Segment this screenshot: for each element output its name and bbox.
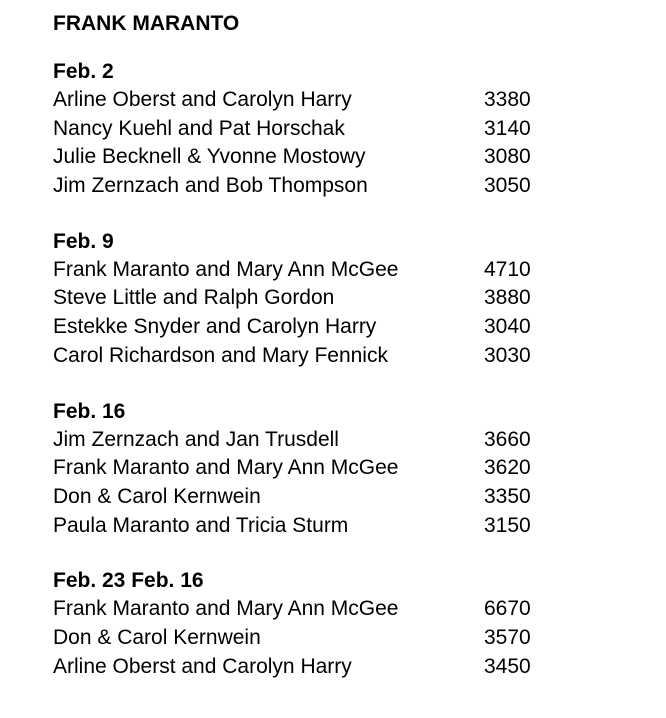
result-row xyxy=(53,86,613,115)
pair-names: Paula Maranto and Tricia Sturm xyxy=(53,513,349,537)
result-row xyxy=(53,313,613,342)
pair-score: 3380 xyxy=(484,88,531,111)
results-section xyxy=(53,567,613,681)
result-row xyxy=(53,624,613,653)
result-row xyxy=(53,342,613,371)
pair-names: Jim Zernzach and Jan Trusdell xyxy=(53,427,339,451)
section-date-heading: Feb. 2 xyxy=(53,60,114,83)
pair-score: 3570 xyxy=(484,625,531,649)
pair-names: Frank Maranto and Mary Ann McGee xyxy=(53,597,399,621)
pair-names: Nancy Kuehl and Pat Horschak xyxy=(53,116,345,140)
section-date-heading: Feb. 23 Feb. 16 xyxy=(53,569,204,593)
document-title: FRANK MARANTO xyxy=(53,12,240,35)
pair-score: 3140 xyxy=(484,116,531,140)
result-row xyxy=(53,256,613,285)
pair-score: 3450 xyxy=(484,654,531,678)
result-row xyxy=(53,483,613,512)
pair-score: 3660 xyxy=(484,427,531,451)
pair-score: 3350 xyxy=(484,484,531,508)
pair-names: Arline Oberst and Carolyn Harry xyxy=(53,654,352,678)
result-row xyxy=(53,115,613,144)
pair-score: 3050 xyxy=(484,174,531,198)
pair-names: Don & Carol Kernwein xyxy=(53,484,261,508)
pair-names: Julie Becknell & Yvonne Mostowy xyxy=(53,145,366,169)
section-date-heading: Feb. 9 xyxy=(53,229,114,253)
pair-names: Don & Carol Kernwein xyxy=(53,625,261,649)
results-section xyxy=(53,58,613,201)
results-section xyxy=(53,398,613,541)
pair-names: Arline Oberst and Carolyn Harry xyxy=(53,88,352,111)
pair-score: 4710 xyxy=(484,257,531,281)
pair-score: 3040 xyxy=(484,315,531,339)
section-date-heading: Feb. 16 xyxy=(53,399,126,423)
result-row xyxy=(53,284,613,313)
pair-score: 3080 xyxy=(484,145,531,169)
pair-score: 3150 xyxy=(484,513,531,537)
pair-score: 3620 xyxy=(484,456,531,480)
pair-score: 6670 xyxy=(484,597,531,621)
pair-names: Jim Zernzach and Bob Thompson xyxy=(53,174,368,198)
results-section xyxy=(53,228,613,371)
result-row xyxy=(53,595,613,624)
pair-names: Estekke Snyder and Carolyn Harry xyxy=(53,315,377,339)
result-row xyxy=(53,512,613,541)
pair-score: 3880 xyxy=(484,286,531,310)
result-row xyxy=(53,426,613,455)
pair-names: Frank Maranto and Mary Ann McGee xyxy=(53,456,399,480)
pair-names: Carol Richardson and Mary Fennick xyxy=(53,343,388,367)
pair-names: Frank Maranto and Mary Ann McGee xyxy=(53,257,399,281)
result-row xyxy=(53,454,613,483)
result-row xyxy=(53,172,613,201)
result-row xyxy=(53,143,613,172)
pair-names: Steve Little and Ralph Gordon xyxy=(53,286,335,310)
results-document xyxy=(53,10,613,681)
result-row xyxy=(53,653,613,682)
pair-score: 3030 xyxy=(484,343,531,367)
